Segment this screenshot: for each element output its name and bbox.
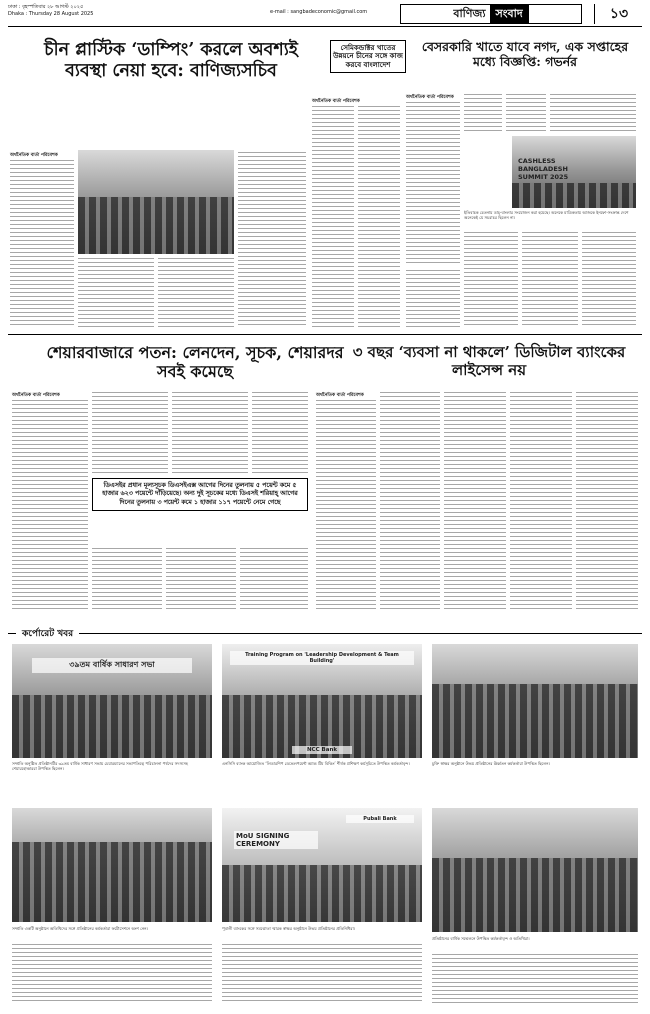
digital-bank-body-col1 [316,400,376,610]
corporate-caption-2: এনসিসি ব্যাংক আয়োজিত ‘লিডারশিপ ডেভেলপমেন্ট অ্যান্ড টিম বিল্ডিং’ শীর্ষক প্রশিক্ষণ কর্মসূচিতে উপস্থিত কর্মকর্তাবৃন্দ। [222,761,410,766]
corporate-caption-1: সম্প্রতি অনুষ্ঠিত প্রতিষ্ঠানটির ৩৯তম বার্ষিক সাধারণ সভায় চেয়ারম্যানের সভাপতিত্বে পরিচালনা পর্ষদের সদস্যসহ শেয়ারহোল্ডাররা উপস্থিত ছিলেন। [12,761,188,772]
corporate-body-text-2 [222,944,422,1004]
masthead-date: ঢাকা : বৃহস্পতিবার ২৮ আগস্ট ২০২৫ Dhaka : Thursday 28 August 2025 [8,4,94,17]
share-market-body-col3 [172,392,248,474]
digital-bank-body-col5 [576,392,638,610]
digital-bank-headline: ৩ বছর ‘ব্যবসা না থাকলে’ ডিজিটাল ব্যাংকের লাইসেন্স নয় [352,343,626,379]
share-market-body-col7 [240,548,308,610]
share-market-body-col5 [92,548,162,610]
ncc-training-banner-text: Training Program on 'Leadership Development & Team Building' [230,651,414,665]
cashless-summit-photo [512,136,636,208]
corporate-body-text-1 [12,944,212,1004]
cash-private-body-col7 [582,232,636,328]
summit-banner-text: CASHLESS BANGLADESH SUMMIT 2025 [518,157,569,181]
cash-private-credit: অর্থনৈতিক বার্তা পরিবেশক [406,95,454,100]
top-section-divider [8,334,642,335]
share-market-pullquote: ডিএসইর প্রধান মূল্যসূচক ডিএসইএক্স আগের দিনের তুলনায় ৫ পয়েন্ট কমে ৫ হাজার ৬২৩ পয়েন্টে দাঁড়িয়েছে। অন্য দুই সূচকের মধ্যে ডিএসই শরিয়াহ্ আগের দিনের তুলনায় ৩ পয়েন্ট কমে ১ হাজার ১১৭ পয়েন্টে নেমে গেছে [92,478,308,511]
corporate-photo-mou [222,808,422,922]
china-plastic-body-col4 [238,152,306,328]
agm-banner-text: ৩৯তম বার্ষিক সাধারণ সভা [32,658,192,673]
page-number: ১৩ [594,4,643,24]
corporate-caption-6: প্রতিষ্ঠানের বার্ষিক সম্মেলনে উপস্থিত কর্মকর্তাবৃন্দ ও অতিথিরা। [432,936,530,941]
share-market-headline: শেয়ারবাজারে পতন: লেনদেন, সূচক, শেয়ারদর সবই কমেছে [46,343,344,381]
pubali-bank-logo-text: Pubali Bank [346,815,414,823]
cash-private-body-col8 [406,270,460,328]
corporate-section-label: কর্পোরেট খবর [16,626,79,641]
corporate-body-text-3 [432,954,638,1004]
cash-private-body-col6 [522,232,578,328]
corporate-caption-4: সম্প্রতি একটি অনুষ্ঠানে অতিথিদের সঙ্গে প্রতিষ্ঠানের কর্মকর্তারা ফটোসেশনে অংশ নেন। [12,926,148,931]
corporate-photo-group [12,808,212,922]
cash-private-body-col2 [464,94,502,134]
semiconductor-credit: অর্থনৈতিক বার্তা পরিবেশক [312,99,360,104]
digital-bank-body-col3 [444,392,506,610]
cash-private-body-col4 [550,94,636,134]
digital-bank-body-col2 [380,392,440,610]
china-plastic-credit: অর্থনৈতিক বার্তা পরিবেশক [10,153,58,158]
corporate-divider [8,633,642,634]
digital-bank-credit: অর্থনৈতিক বার্তা পরিবেশক [316,393,364,398]
china-plastic-body-col3 [158,258,234,328]
corporate-photo-ncc-training [222,644,422,758]
share-market-body-col6 [166,548,236,610]
newspaper-logo: বাণিজ্য সংবাদ [400,4,582,24]
ncc-bank-logo-text: NCC Bank [292,746,352,754]
share-market-body-col4 [252,392,308,474]
semiconductor-body-col2 [358,106,400,328]
cash-private-body-col1 [406,102,460,266]
cash-private-headline: বেসরকারি খাতে যাবে নগদ, এক সপ্তাহের মধ্যে বিজ্ঞপ্তি: গভর্নর [421,39,629,69]
corporate-caption-3: চুক্তি স্বাক্ষর অনুষ্ঠানে উভয় প্রতিষ্ঠানের ঊর্ধ্বতন কর্মকর্তারা উপস্থিত ছিলেন। [432,761,550,766]
corporate-photo-signing [432,644,638,758]
china-plastic-photo [78,150,234,254]
china-plastic-body-col2 [78,258,154,328]
mou-banner-text: MoU SIGNING CEREMONY [234,831,318,849]
digital-bank-body-col4 [510,392,572,610]
semiconductor-headline: সেমিকন্ডাক্টর খাতের উন্নয়নে চীনের সঙ্গে কাজ করবে বাংলাদেশ [330,40,406,73]
summit-photo-caption: ইতিবাচক চেতনায় ডাচ্-বাংলার সংযোজন করা হয়েছে। অনেকে মাত্রিকতায় আজকে ইনফো-সংক্রান্ত দেশে অনেকেই যে সচরাচর ছিলেন না। [464,210,629,221]
corporate-caption-5: পূবালী ব্যাংকের সঙ্গে সমঝোতা স্মারক স্বাক্ষর অনুষ্ঠানে উভয় প্রতিষ্ঠানের প্রতিনিধিরা। [222,926,356,931]
share-market-body-col1 [12,400,88,610]
share-market-body-col2 [92,392,168,474]
masthead-email: e-mail : sangbadeconomic@gmail.com [270,9,368,15]
cash-private-body-col5 [464,232,518,328]
share-market-credit: অর্থনৈতিক বার্তা পরিবেশক [12,393,60,398]
china-plastic-body-col1 [10,160,74,328]
semiconductor-body-col1 [312,106,354,328]
cash-private-body-col3 [506,94,546,134]
china-plastic-headline: চীন প্লাস্টিক ‘ডাম্পিং’ করলে অবশ্যই ব্যবস্থা নেয়া হবে: বাণিজ্যসচিব [44,40,298,81]
corporate-photo-conference [432,808,638,932]
masthead [8,4,642,27]
corporate-photo-agm [12,644,212,758]
